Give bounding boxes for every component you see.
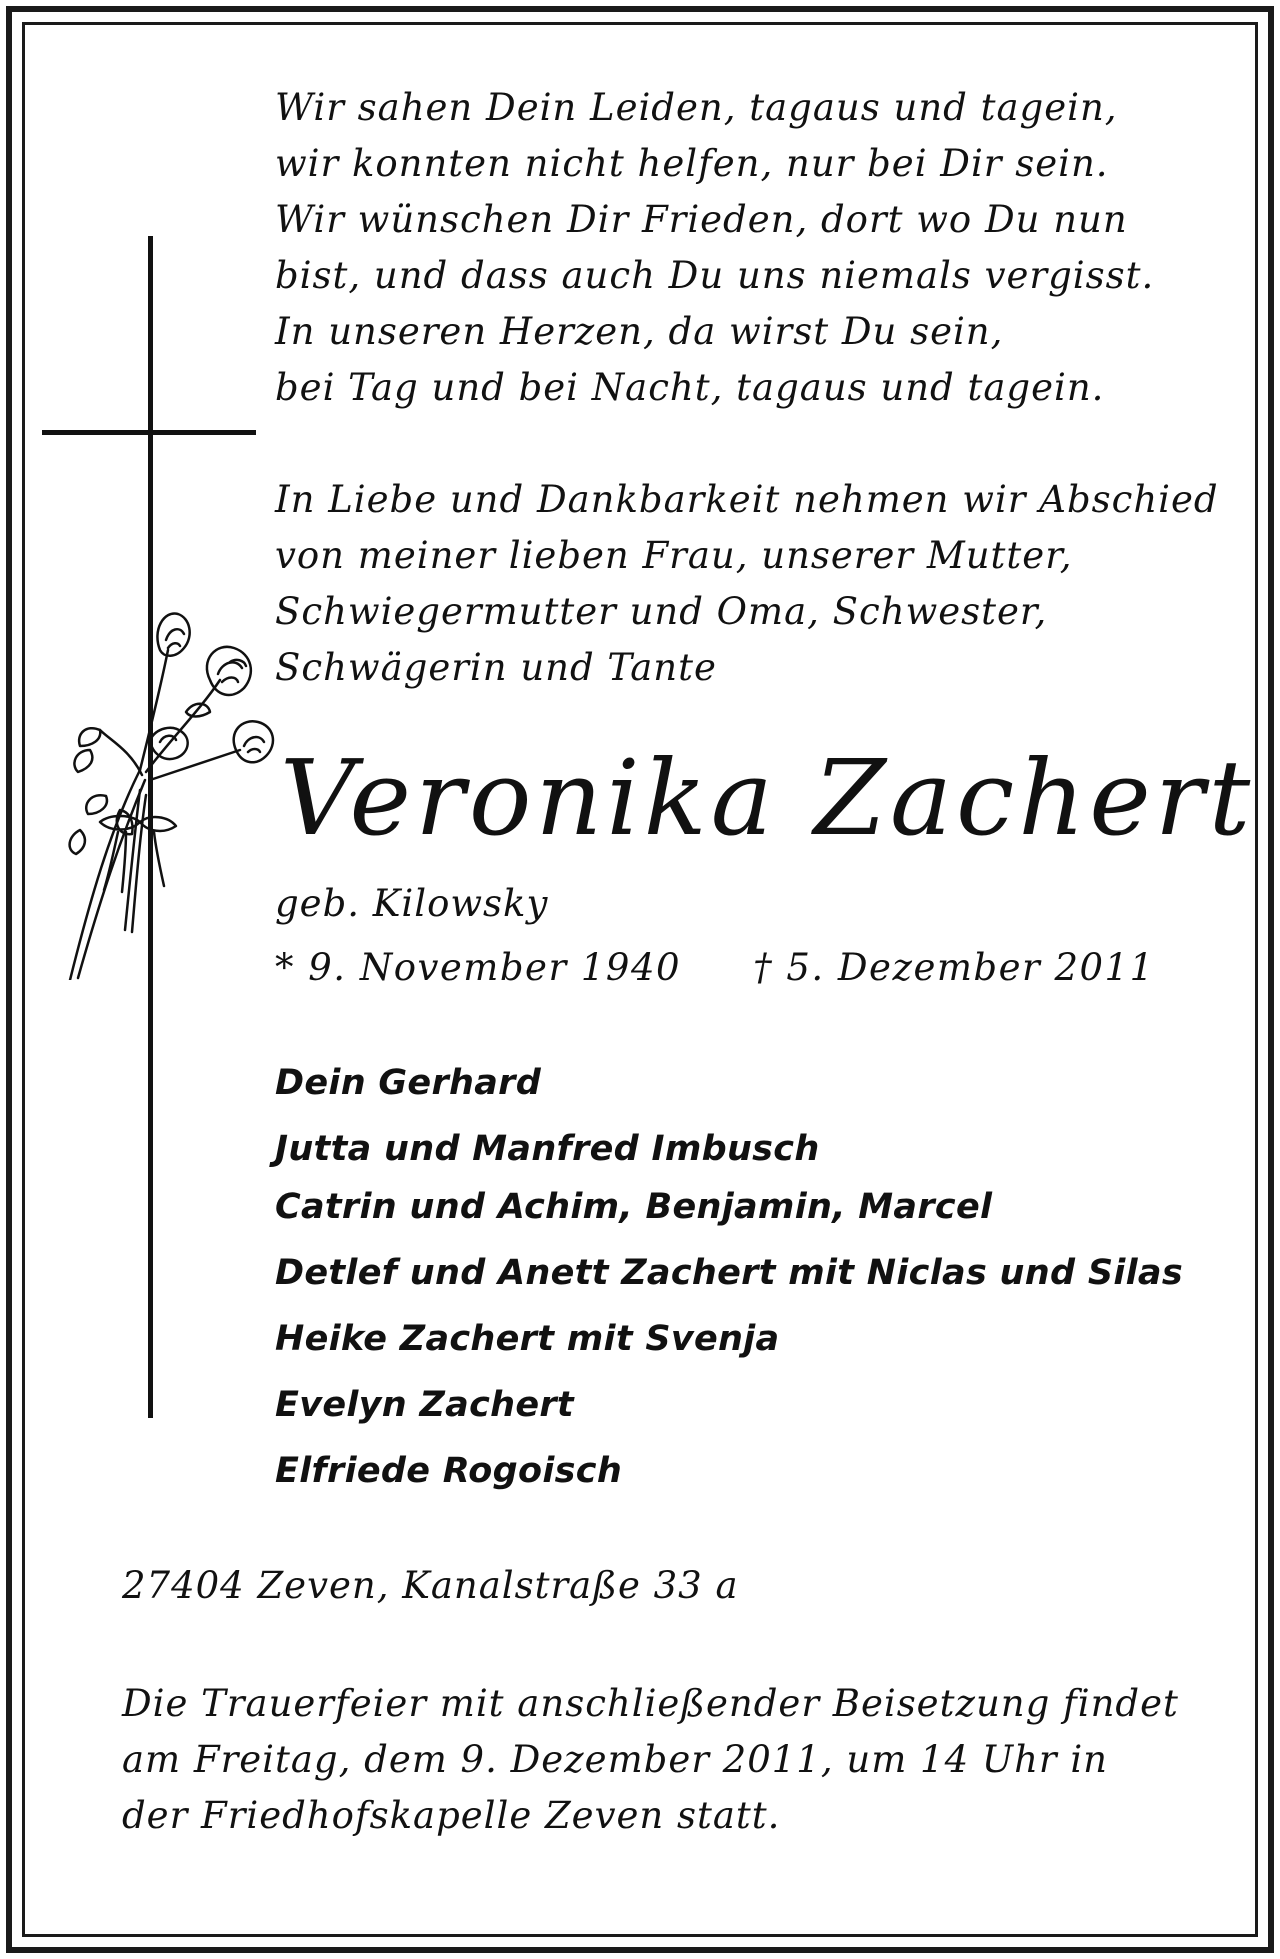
mourner: Detlef und Anett Zachert mit Niclas und Silas [275,1253,1183,1293]
mourner: Jutta und Manfred Imbusch [275,1129,820,1169]
poem-line: Wir sahen Dein Leiden, tagaus und tagein, [275,86,1118,129]
life-dates [275,940,1155,996]
mourner: Heike Zachert mit Svenja [275,1319,780,1359]
address-text: 27404 Zeven, Kanalstraße 33 a [122,1564,739,1607]
ceremony-line: der Friedhofskapelle Zeven statt. [122,1794,781,1837]
maiden-name-text: geb. Kilowsky [275,882,549,925]
mourner: Evelyn Zachert [275,1385,574,1425]
birth-date: * 9. November 1940 [275,946,682,989]
address [122,1558,739,1614]
farewell-line: von meiner lieben Frau, unserer Mutter, [275,534,1073,577]
ceremony-line: Die Trauerfeier mit anschließender Beisetzung findet [122,1682,1179,1725]
poem [275,80,1154,416]
poem-line: In unseren Herzen, da wirst Du sein, [275,310,1004,353]
death-date: † 5. Dezember 2011 [753,946,1155,989]
mourner: Catrin und Achim, Benjamin, Marcel [275,1187,993,1227]
poem-line: bei Tag und bei Nacht, tagaus und tagein. [275,366,1105,409]
farewell-line: In Liebe und Dankbarkeit nehmen wir Abschied [275,478,1219,521]
cross-horizontal-bar [42,430,256,435]
ceremony-notice [122,1676,1179,1844]
mourners-list [275,1054,1183,1500]
ceremony-line: am Freitag, dem 9. Dezember 2011, um 14 Uhr in [122,1738,1109,1781]
farewell-text [275,472,1219,696]
maiden-name [275,876,548,932]
roses-illustration [60,600,290,980]
poem-line: Wir wünschen Dir Frieden, dort wo Du nun [275,198,1128,241]
mourner: Dein Gerhard [275,1063,542,1103]
farewell-line: Schwiegermutter und Oma, Schwester, [275,590,1048,633]
poem-line: bist, und dass auch Du uns niemals vergisst. [275,254,1155,297]
poem-line: wir konnten nicht helfen, nur bei Dir sein. [275,142,1109,185]
farewell-line: Schwägerin und Tante [275,646,717,689]
mourner: Elfriede Rogoisch [275,1451,623,1491]
deceased-name: Veronika Zachert [280,737,1255,859]
